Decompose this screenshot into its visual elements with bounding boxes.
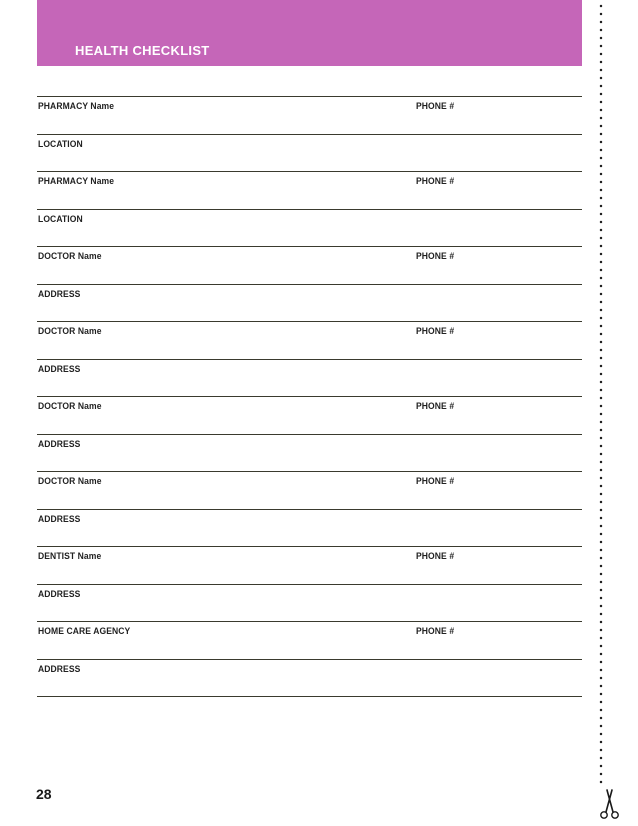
field-label: ADDRESS [38,439,81,450]
field-label: ADDRESS [38,289,81,300]
form-row-line [37,434,582,435]
field-label: ADDRESS [38,664,81,675]
page-title: HEALTH CHECKLIST [75,43,210,58]
phone-label: PHONE # [416,176,455,187]
field-label: ADDRESS [38,514,81,525]
field-label: PHARMACY Name [38,176,115,187]
form-row-line [37,471,582,472]
scissors-icon [596,788,622,820]
form-row-line [37,621,582,622]
field-label: LOCATION [38,214,83,225]
form-row-line [37,284,582,285]
form-row-line [37,359,582,360]
phone-label: PHONE # [416,326,455,337]
form-row-line [37,396,582,397]
header-band [37,0,582,66]
form-row-line [37,509,582,510]
form-row-line [37,321,582,322]
phone-label: PHONE # [416,476,455,487]
form-row-line [37,134,582,135]
form-row-line [37,246,582,247]
phone-label: PHONE # [416,251,455,262]
phone-label: PHONE # [416,101,455,112]
phone-label: PHONE # [416,626,455,637]
page-number: 28 [36,786,52,802]
phone-label: PHONE # [416,551,455,562]
form-row-line [37,546,582,547]
field-label: DOCTOR Name [38,326,102,337]
form-row-line [37,584,582,585]
form-row-line [37,209,582,210]
phone-label: PHONE # [416,401,455,412]
field-label: DENTIST Name [38,551,102,562]
field-label: DOCTOR Name [38,401,102,412]
field-label: ADDRESS [38,589,81,600]
field-label: ADDRESS [38,364,81,375]
form-row-line [37,696,582,697]
form-row-line [37,659,582,660]
form-row-line [37,96,582,97]
field-label: DOCTOR Name [38,476,102,487]
field-label: DOCTOR Name [38,251,102,262]
field-label: PHARMACY Name [38,101,115,112]
perforation-line [598,2,604,787]
form-row-line [37,171,582,172]
field-label: HOME CARE AGENCY [38,626,131,637]
field-label: LOCATION [38,139,83,150]
